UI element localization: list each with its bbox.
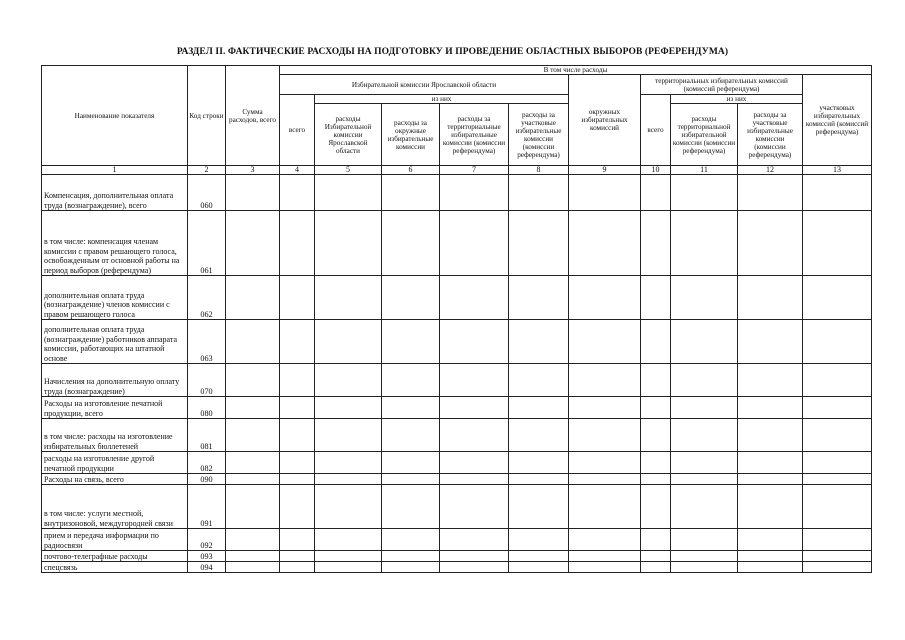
value-cell [382,452,440,474]
value-cell [226,452,280,474]
value-cell [440,276,509,320]
value-cell [803,419,872,452]
value-cell [738,551,803,562]
value-cell [382,276,440,320]
value-cell [641,474,671,485]
value-cell [226,419,280,452]
value-cell [280,485,315,529]
value-cell [509,452,569,474]
value-cell [803,276,872,320]
value-cell [641,529,671,551]
header-terr: территориальных избирательных комиссий (комиссий референдума) [641,75,803,95]
row-name: почтово-телеграфные расходы [42,551,188,562]
value-cell [315,211,382,276]
value-cell [803,397,872,419]
header-c6: расходы за окружные избирательные комиссии [382,104,440,166]
value-cell [509,474,569,485]
value-cell [569,562,641,573]
value-cell [382,211,440,276]
header-c9: окружных избирательных комиссий [569,75,641,166]
value-cell [569,175,641,211]
value-cell [226,529,280,551]
table-body [42,175,872,573]
value-cell [641,364,671,397]
table-row [42,529,872,551]
value-cell [440,175,509,211]
value-cell [569,320,641,364]
value-cell [315,485,382,529]
value-cell [738,562,803,573]
value-cell [569,364,641,397]
table-row [42,276,872,320]
value-cell [569,419,641,452]
value-cell [226,175,280,211]
row-code: 091 [188,485,226,529]
value-cell [280,320,315,364]
value-cell [440,419,509,452]
value-cell [641,276,671,320]
value-cell [569,397,641,419]
value-cell [509,551,569,562]
row-code: 080 [188,397,226,419]
section-title: РАЗДЕЛ II. ФАКТИЧЕСКИЕ РАСХОДЫ НА ПОДГОТОВКУ И ПРОВЕДЕНИЕ ОБЛАСТНЫХ ВЫБОРОВ (РЕФЕРЕНДУМА) [176,47,729,57]
value-cell [226,364,280,397]
value-cell [569,529,641,551]
table-row [42,320,872,364]
value-cell [803,529,872,551]
col-num: 8 [509,166,569,175]
value-cell [382,485,440,529]
table-row [42,364,872,397]
table-row [42,485,872,529]
value-cell [509,276,569,320]
value-cell [440,397,509,419]
col-num: 5 [315,166,382,175]
row-name: прием и передача информации по радиосвязи [42,529,188,551]
row-name: спецсвязь [42,562,188,573]
value-cell [509,529,569,551]
col-num: 3 [226,166,280,175]
table-row [42,397,872,419]
row-name: Компенсация, дополнительная оплата труда (вознаграждение), всего [42,175,188,211]
value-cell [315,364,382,397]
value-cell [280,551,315,562]
value-cell [280,474,315,485]
row-code: 061 [188,211,226,276]
row-code: 062 [188,276,226,320]
value-cell [803,562,872,573]
value-cell [641,320,671,364]
table-row [42,562,872,573]
table-row [42,474,872,485]
table-row [42,175,872,211]
header-iz-nih-a: из них [315,95,569,104]
value-cell [382,562,440,573]
value-cell [738,529,803,551]
value-cell [382,529,440,551]
value-cell [671,551,738,562]
value-cell [671,211,738,276]
value-cell [509,485,569,529]
header-name: Наименование показателя [42,66,188,166]
col-num: 12 [738,166,803,175]
value-cell [280,397,315,419]
header-c5: расходы Избирательной комиссии Ярославской области [315,104,382,166]
value-cell [315,419,382,452]
value-cell [738,485,803,529]
row-code: 081 [188,419,226,452]
col-num: 1 [42,166,188,175]
value-cell [641,485,671,529]
value-cell [315,276,382,320]
row-name: дополнительная оплата труда (вознаграждение) работников аппарата комиссии, работающих на штатной основе [42,320,188,364]
header-c8: расходы за участковые избирательные комиссии (комиссии референдума) [509,104,569,166]
value-cell [641,175,671,211]
value-cell [440,485,509,529]
value-cell [671,562,738,573]
value-cell [382,419,440,452]
value-cell [440,529,509,551]
value-cell [671,397,738,419]
value-cell [671,364,738,397]
value-cell [226,397,280,419]
row-code: 092 [188,529,226,551]
col-num: 9 [569,166,641,175]
value-cell [280,452,315,474]
value-cell [280,364,315,397]
value-cell [671,529,738,551]
value-cell [738,452,803,474]
column-number-row [42,166,872,175]
value-cell [509,175,569,211]
value-cell [440,320,509,364]
value-cell [738,397,803,419]
value-cell [382,320,440,364]
col-num: 6 [382,166,440,175]
value-cell [280,175,315,211]
row-code: 090 [188,474,226,485]
value-cell [738,211,803,276]
table-row [42,452,872,474]
value-cell [280,529,315,551]
header-c12: расходы за участковые избирательные комиссии (комиссии референдума) [738,104,803,166]
value-cell [671,276,738,320]
row-code: 094 [188,562,226,573]
value-cell [738,175,803,211]
value-cell [382,474,440,485]
row-name: Расходы на связь, всего [42,474,188,485]
value-cell [226,211,280,276]
col-num: 2 [188,166,226,175]
value-cell [315,529,382,551]
value-cell [315,452,382,474]
value-cell [641,551,671,562]
value-cell [440,562,509,573]
col-num: 7 [440,166,509,175]
expenses-table [41,65,872,573]
value-cell [280,419,315,452]
value-cell [641,452,671,474]
header-total-b: всего [641,95,671,166]
header-c13: участковых избирательных комиссий (комиссий референдума) [803,75,872,166]
value-cell [509,397,569,419]
value-cell [569,485,641,529]
row-name: в том числе: услуги местной, внутризоновой, междугородней связи [42,485,188,529]
value-cell [509,562,569,573]
value-cell [315,474,382,485]
row-code: 082 [188,452,226,474]
header-code: Код строки [188,66,226,166]
value-cell [440,364,509,397]
value-cell [509,419,569,452]
header-incl: В том числе расходы [280,66,872,75]
value-cell [803,211,872,276]
table-row [42,211,872,276]
value-cell [569,551,641,562]
value-cell [315,397,382,419]
value-cell [803,551,872,562]
value-cell [738,364,803,397]
row-code: 060 [188,175,226,211]
value-cell [671,485,738,529]
value-cell [509,320,569,364]
value-cell [440,211,509,276]
value-cell [569,474,641,485]
value-cell [382,364,440,397]
value-cell [382,551,440,562]
header-total-a: всего [280,95,315,166]
row-name: Расходы на изготовление печатной продукции, всего [42,397,188,419]
value-cell [226,320,280,364]
value-cell [738,276,803,320]
col-num: 4 [280,166,315,175]
value-cell [382,397,440,419]
value-cell [803,452,872,474]
value-cell [569,452,641,474]
value-cell [803,320,872,364]
value-cell [280,211,315,276]
value-cell [280,276,315,320]
row-name: в том числе: компенсация членам комиссии с правом решающего голоса, освобожденным от основной работы на период выборов (референдума) [42,211,188,276]
value-cell [641,562,671,573]
col-num: 11 [671,166,738,175]
value-cell [509,364,569,397]
header-iz-nih-b: из них [671,95,803,104]
value-cell [226,562,280,573]
value-cell [569,211,641,276]
value-cell [440,452,509,474]
header-c7: расходы за территориальные избирательные комиссии (комиссии референдума) [440,104,509,166]
row-name: расходы на изготовление другой печатной продукции [42,452,188,474]
value-cell [280,562,315,573]
value-cell [226,474,280,485]
value-cell [641,419,671,452]
header-ik-yar: Избирательной комиссии Ярославской области [280,75,569,95]
value-cell [738,419,803,452]
value-cell [803,485,872,529]
row-name: дополнительная оплата труда (вознаграждение) членов комиссии с правом решающего голоса [42,276,188,320]
value-cell [671,452,738,474]
value-cell [382,175,440,211]
value-cell [803,364,872,397]
table-row [42,419,872,452]
value-cell [641,397,671,419]
row-code: 093 [188,551,226,562]
value-cell [671,320,738,364]
row-code: 070 [188,364,226,397]
value-cell [738,320,803,364]
value-cell [671,175,738,211]
header-sum: Сумма расходов, всего [226,66,280,166]
row-name: в том числе: расходы на изготовление избирательных бюллетеней [42,419,188,452]
row-name: Начисления на дополнительную оплату труда (вознаграждение) [42,364,188,397]
value-cell [226,551,280,562]
value-cell [803,175,872,211]
value-cell [315,175,382,211]
value-cell [569,276,641,320]
value-cell [509,211,569,276]
value-cell [440,551,509,562]
value-cell [738,474,803,485]
value-cell [671,474,738,485]
table-row [42,551,872,562]
value-cell [226,276,280,320]
value-cell [440,474,509,485]
col-num: 13 [803,166,872,175]
value-cell [671,419,738,452]
value-cell [315,562,382,573]
value-cell [641,211,671,276]
value-cell [315,320,382,364]
value-cell [315,551,382,562]
value-cell [226,485,280,529]
col-num: 10 [641,166,671,175]
value-cell [803,474,872,485]
row-code: 063 [188,320,226,364]
header-c11: расходы территориальной избирательной комиссии (комиссии референдума) [671,104,738,166]
